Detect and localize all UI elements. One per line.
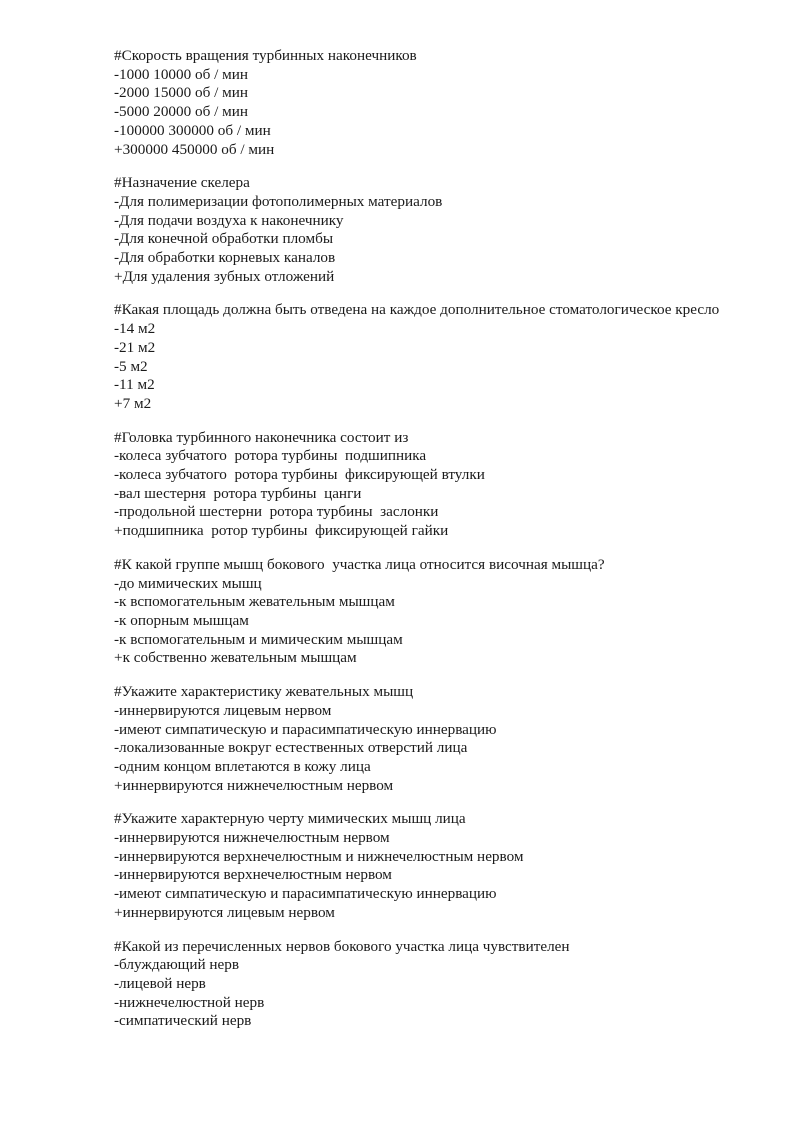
- answer-option: -Для полимеризации фотополимерных материалов: [114, 192, 443, 210]
- answer-option: -симпатический нерв: [114, 1012, 252, 1030]
- answer-option: -к вспомогательным и мимическим мышцам: [114, 630, 403, 648]
- document-page: [114, 47, 734, 1046]
- answer-option: -колеса зубчатого ротора турбины подшипника: [114, 447, 427, 465]
- answer-option: -до мимических мышц: [114, 574, 262, 592]
- answer-option: -Для подачи воздуха к наконечнику: [114, 211, 344, 229]
- answer-option: -2000 15000 об / мин: [114, 84, 248, 102]
- answer-option: -иннервируются верхнечелюстным и нижнечелюстным нервом: [114, 847, 524, 865]
- answer-option: -имеют симпатическую и парасимпатическую иннервацию: [114, 885, 497, 903]
- answer-option: -нижнечелюстной нерв: [114, 993, 265, 1011]
- answer-option: -21 м2: [114, 338, 156, 356]
- answer-option: -5 м2: [114, 357, 148, 375]
- answer-option: -к вспомогательным жевательным мышцам: [114, 593, 395, 611]
- answer-option: +к собственно жевательным мышцам: [114, 649, 357, 667]
- answer-option: -одним концом вплетаются в кожу лица: [114, 757, 371, 775]
- answer-option: -Для обработки корневых каналов: [114, 249, 336, 267]
- question-text: #Назначение скелера: [114, 174, 250, 192]
- question-block: [114, 556, 734, 668]
- question-text: #Скорость вращения турбинных наконечников: [114, 47, 417, 64]
- answer-option: +иннервируются лицевым нервом: [114, 903, 335, 921]
- question-text: #Укажите характеристику жевательных мышц: [114, 683, 414, 701]
- answer-option: -14 м2: [114, 320, 156, 338]
- answer-option: -Для конечной обработки пломбы: [114, 230, 334, 248]
- answer-option: -5000 20000 об / мин: [114, 103, 248, 121]
- answer-option: -имеют симпатическую и парасимпатическую иннервацию: [114, 720, 497, 738]
- question-block: [114, 429, 734, 541]
- question-block: [114, 810, 734, 922]
- question-block: [114, 938, 734, 1032]
- answer-option: +Для удаления зубных отложений: [114, 267, 335, 285]
- answer-option: -продольной шестерни ротора турбины заслонки: [114, 503, 439, 521]
- question-text: #Какая площадь должна быть отведена на каждое дополнительное стоматологическое кресло: [114, 301, 720, 319]
- question-text: #Укажите характерную черту мимических мышц лица: [114, 810, 466, 828]
- answer-option: -иннервируются нижнечелюстным нервом: [114, 829, 390, 847]
- answer-option: +иннервируются нижнечелюстным нервом: [114, 776, 394, 794]
- question-block: [114, 47, 734, 159]
- answer-option: -к опорным мышцам: [114, 611, 249, 629]
- answer-option: -блуждающий нерв: [114, 956, 240, 974]
- answer-option: +300000 450000 об / мин: [114, 140, 275, 158]
- answer-option: -11 м2: [114, 376, 155, 394]
- answer-option: -колеса зубчатого ротора турбины фиксирующей втулки: [114, 466, 485, 484]
- question-text: #К какой группе мышц бокового участка лица относится височная мышца?: [114, 555, 605, 573]
- question-text: #Какой из перечисленных нервов бокового участка лица чувствителен: [114, 937, 570, 955]
- answer-option: -лицевой нерв: [114, 974, 206, 992]
- question-text: #Головка турбинного наконечника состоит из: [114, 428, 409, 446]
- answer-option: -иннервируются верхнечелюстным нервом: [114, 866, 392, 884]
- answer-option: -локализованные вокруг естественных отверстий лица: [114, 739, 468, 757]
- answer-option: +подшипника ротор турбины фиксирующей гайки: [114, 522, 449, 540]
- question-block: [114, 174, 734, 286]
- answer-option: -1000 10000 об / мин: [114, 65, 248, 83]
- answer-option: -иннервируются лицевым нервом: [114, 701, 332, 719]
- question-block: [114, 301, 734, 413]
- answer-option: -вал шестерня ротора турбины цанги: [114, 484, 362, 502]
- question-block: [114, 683, 734, 795]
- answer-option: -100000 300000 об / мин: [114, 121, 271, 139]
- answer-option: +7 м2: [114, 394, 152, 412]
